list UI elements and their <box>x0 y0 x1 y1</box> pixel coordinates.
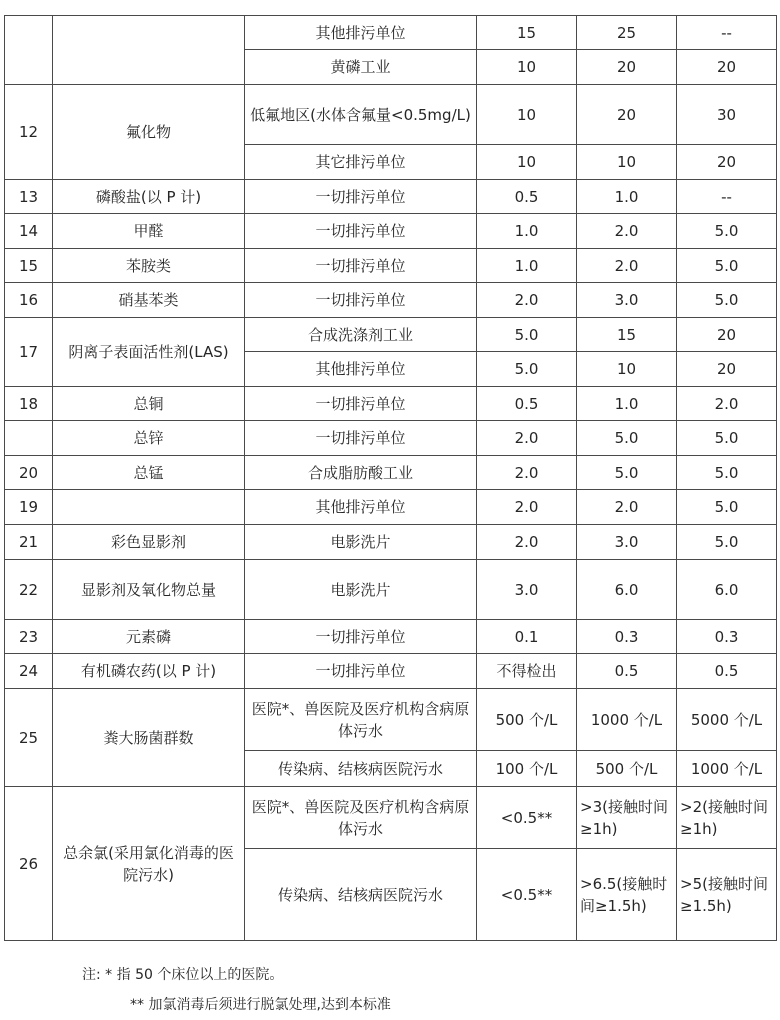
note-line: ** 加氯消毒后须进行脱氯处理,达到本标准 <box>130 997 391 1013</box>
row-number-cell: 23 <box>5 620 53 654</box>
grade3-cell: 20 <box>677 145 777 180</box>
grade1-cell: 1.0 <box>477 214 577 249</box>
scope-cell: 一切排污单位 <box>245 421 477 456</box>
grade1-cell: 0.5 <box>477 180 577 214</box>
pollutant-cell: 总余氯(采用氯化消毒的医院污水) <box>53 787 245 941</box>
grade3-cell: 5.0 <box>677 214 777 249</box>
grade3-cell: 5.0 <box>677 249 777 283</box>
pollutant-cell <box>53 16 245 85</box>
row-number-cell: 14 <box>5 214 53 249</box>
pollutant-cell: 阴离子表面活性剂(LAS) <box>53 318 245 387</box>
table-row <box>5 456 777 490</box>
grade1-cell: 不得检出 <box>477 654 577 689</box>
pollutant-cell: 彩色显影剂 <box>53 525 245 560</box>
scope-cell: 一切排污单位 <box>245 180 477 214</box>
grade3-cell: 5.0 <box>677 456 777 490</box>
grade3-cell: 0.5 <box>677 654 777 689</box>
scope-cell: 医院*、兽医院及医疗机构含病原体污水 <box>245 787 477 849</box>
pollutant-cell <box>53 490 245 525</box>
scope-cell: 传染病、结核病医院污水 <box>245 751 477 787</box>
note-line: 注: * 指 50 个床位以上的医院。 <box>82 967 284 983</box>
row-number-cell: 15 <box>5 249 53 283</box>
grade1-cell: 10 <box>477 145 577 180</box>
grade2-cell: 15 <box>577 318 677 352</box>
grade2-cell: 5.0 <box>577 456 677 490</box>
grade2-cell: 10 <box>577 145 677 180</box>
grade1-cell: 2.0 <box>477 283 577 318</box>
row-number-cell: 24 <box>5 654 53 689</box>
pollutant-cell: 元素磷 <box>53 620 245 654</box>
row-number-cell: 17 <box>5 318 53 387</box>
pollutant-cell: 总铜 <box>53 387 245 421</box>
scope-cell: 一切排污单位 <box>245 620 477 654</box>
grade3-cell: 5000 个/L <box>677 689 777 751</box>
row-number-cell: 19 <box>5 490 53 525</box>
scope-cell: 低氟地区(水体含氟量<0.5mg/L) <box>245 85 477 145</box>
table-notes <box>82 960 391 1020</box>
grade2-cell: 2.0 <box>577 214 677 249</box>
grade1-cell: 5.0 <box>477 352 577 387</box>
pollutant-cell: 有机磷农药(以 P 计) <box>53 654 245 689</box>
grade1-cell: 2.0 <box>477 421 577 456</box>
table-row <box>5 283 777 318</box>
grade3-cell: 6.0 <box>677 560 777 620</box>
grade1-cell: <0.5** <box>477 849 577 941</box>
scope-cell: 一切排污单位 <box>245 654 477 689</box>
grade2-cell: 10 <box>577 352 677 387</box>
scope-cell: 黄磷工业 <box>245 50 477 85</box>
grade1-cell: 2.0 <box>477 525 577 560</box>
table-row <box>5 180 777 214</box>
grade2-cell: 3.0 <box>577 283 677 318</box>
grade3-cell: >2(接触时间≥1h) <box>677 787 777 849</box>
grade2-cell: 0.3 <box>577 620 677 654</box>
scope-cell: 一切排污单位 <box>245 214 477 249</box>
scope-cell: 其它排污单位 <box>245 145 477 180</box>
row-number-cell: 13 <box>5 180 53 214</box>
scope-cell: 电影洗片 <box>245 525 477 560</box>
grade3-cell: >5(接触时间≥1.5h) <box>677 849 777 941</box>
pollutant-cell: 硝基苯类 <box>53 283 245 318</box>
scope-cell: 一切排污单位 <box>245 283 477 318</box>
scope-cell: 医院*、兽医院及医疗机构含病原体污水 <box>245 689 477 751</box>
pollutant-cell: 总锰 <box>53 456 245 490</box>
table-row <box>5 214 777 249</box>
grade3-cell: -- <box>677 16 777 50</box>
scope-cell: 其他排污单位 <box>245 16 477 50</box>
row-number-cell: 26 <box>5 787 53 941</box>
grade1-cell: 10 <box>477 50 577 85</box>
grade1-cell: 2.0 <box>477 490 577 525</box>
grade2-cell: 3.0 <box>577 525 677 560</box>
grade1-cell: 3.0 <box>477 560 577 620</box>
grade3-cell: 20 <box>677 50 777 85</box>
grade1-cell: 2.0 <box>477 456 577 490</box>
grade1-cell: 100 个/L <box>477 751 577 787</box>
grade2-cell: 20 <box>577 85 677 145</box>
pollutant-cell: 氟化物 <box>53 85 245 180</box>
grade2-cell: 2.0 <box>577 490 677 525</box>
grade2-cell: 1.0 <box>577 180 677 214</box>
row-number-cell: 18 <box>5 387 53 421</box>
row-number-cell: 20 <box>5 456 53 490</box>
grade1-cell: 5.0 <box>477 318 577 352</box>
table-row <box>5 249 777 283</box>
pollutant-cell: 总锌 <box>53 421 245 456</box>
grade3-cell: 2.0 <box>677 387 777 421</box>
table-row <box>5 620 777 654</box>
grade1-cell: <0.5** <box>477 787 577 849</box>
table-row <box>5 654 777 689</box>
grade1-cell: 500 个/L <box>477 689 577 751</box>
table-row <box>5 16 777 50</box>
grade2-cell: 0.5 <box>577 654 677 689</box>
pollutant-cell: 显影剂及氧化物总量 <box>53 560 245 620</box>
grade3-cell: 0.3 <box>677 620 777 654</box>
grade3-cell: 20 <box>677 318 777 352</box>
pollutant-cell: 粪大肠菌群数 <box>53 689 245 787</box>
scope-cell: 其他排污单位 <box>245 352 477 387</box>
grade2-cell: 1.0 <box>577 387 677 421</box>
grade3-cell: 20 <box>677 352 777 387</box>
scope-cell: 传染病、结核病医院污水 <box>245 849 477 941</box>
row-number-cell: 16 <box>5 283 53 318</box>
scope-cell: 合成洗涤剂工业 <box>245 318 477 352</box>
grade2-cell: 2.0 <box>577 249 677 283</box>
grade2-cell: 1000 个/L <box>577 689 677 751</box>
table-row <box>5 787 777 849</box>
grade1-cell: 10 <box>477 85 577 145</box>
row-number-cell <box>5 421 53 456</box>
row-number-cell <box>5 16 53 85</box>
pollutant-cell: 苯胺类 <box>53 249 245 283</box>
table-row <box>5 689 777 751</box>
grade3-cell: -- <box>677 180 777 214</box>
scope-cell: 其他排污单位 <box>245 490 477 525</box>
grade1-cell: 1.0 <box>477 249 577 283</box>
table-row <box>5 85 777 145</box>
table-row <box>5 387 777 421</box>
row-number-cell: 12 <box>5 85 53 180</box>
scope-cell: 电影洗片 <box>245 560 477 620</box>
grade2-cell: >6.5(接触时间≥1.5h) <box>577 849 677 941</box>
grade1-cell: 0.1 <box>477 620 577 654</box>
row-number-cell: 21 <box>5 525 53 560</box>
pollutant-cell: 甲醛 <box>53 214 245 249</box>
grade2-cell: 20 <box>577 50 677 85</box>
discharge-standards-table <box>4 15 777 941</box>
row-number-cell: 25 <box>5 689 53 787</box>
table-row <box>5 560 777 620</box>
grade2-cell: 25 <box>577 16 677 50</box>
grade3-cell: 5.0 <box>677 490 777 525</box>
grade3-cell: 5.0 <box>677 525 777 560</box>
scope-cell: 合成脂肪酸工业 <box>245 456 477 490</box>
row-number-cell: 22 <box>5 560 53 620</box>
grade2-cell: 6.0 <box>577 560 677 620</box>
grade3-cell: 5.0 <box>677 283 777 318</box>
table-row <box>5 421 777 456</box>
grade3-cell: 30 <box>677 85 777 145</box>
grade2-cell: 5.0 <box>577 421 677 456</box>
scope-cell: 一切排污单位 <box>245 387 477 421</box>
scope-cell: 一切排污单位 <box>245 249 477 283</box>
grade2-cell: >3(接触时间 ≥1h) <box>577 787 677 849</box>
grade2-cell: 500 个/L <box>577 751 677 787</box>
pollutant-cell: 磷酸盐(以 P 计) <box>53 180 245 214</box>
grade1-cell: 0.5 <box>477 387 577 421</box>
table-row <box>5 490 777 525</box>
table-row <box>5 318 777 352</box>
grade3-cell: 1000 个/L <box>677 751 777 787</box>
table-row <box>5 525 777 560</box>
grade3-cell: 5.0 <box>677 421 777 456</box>
grade1-cell: 15 <box>477 16 577 50</box>
